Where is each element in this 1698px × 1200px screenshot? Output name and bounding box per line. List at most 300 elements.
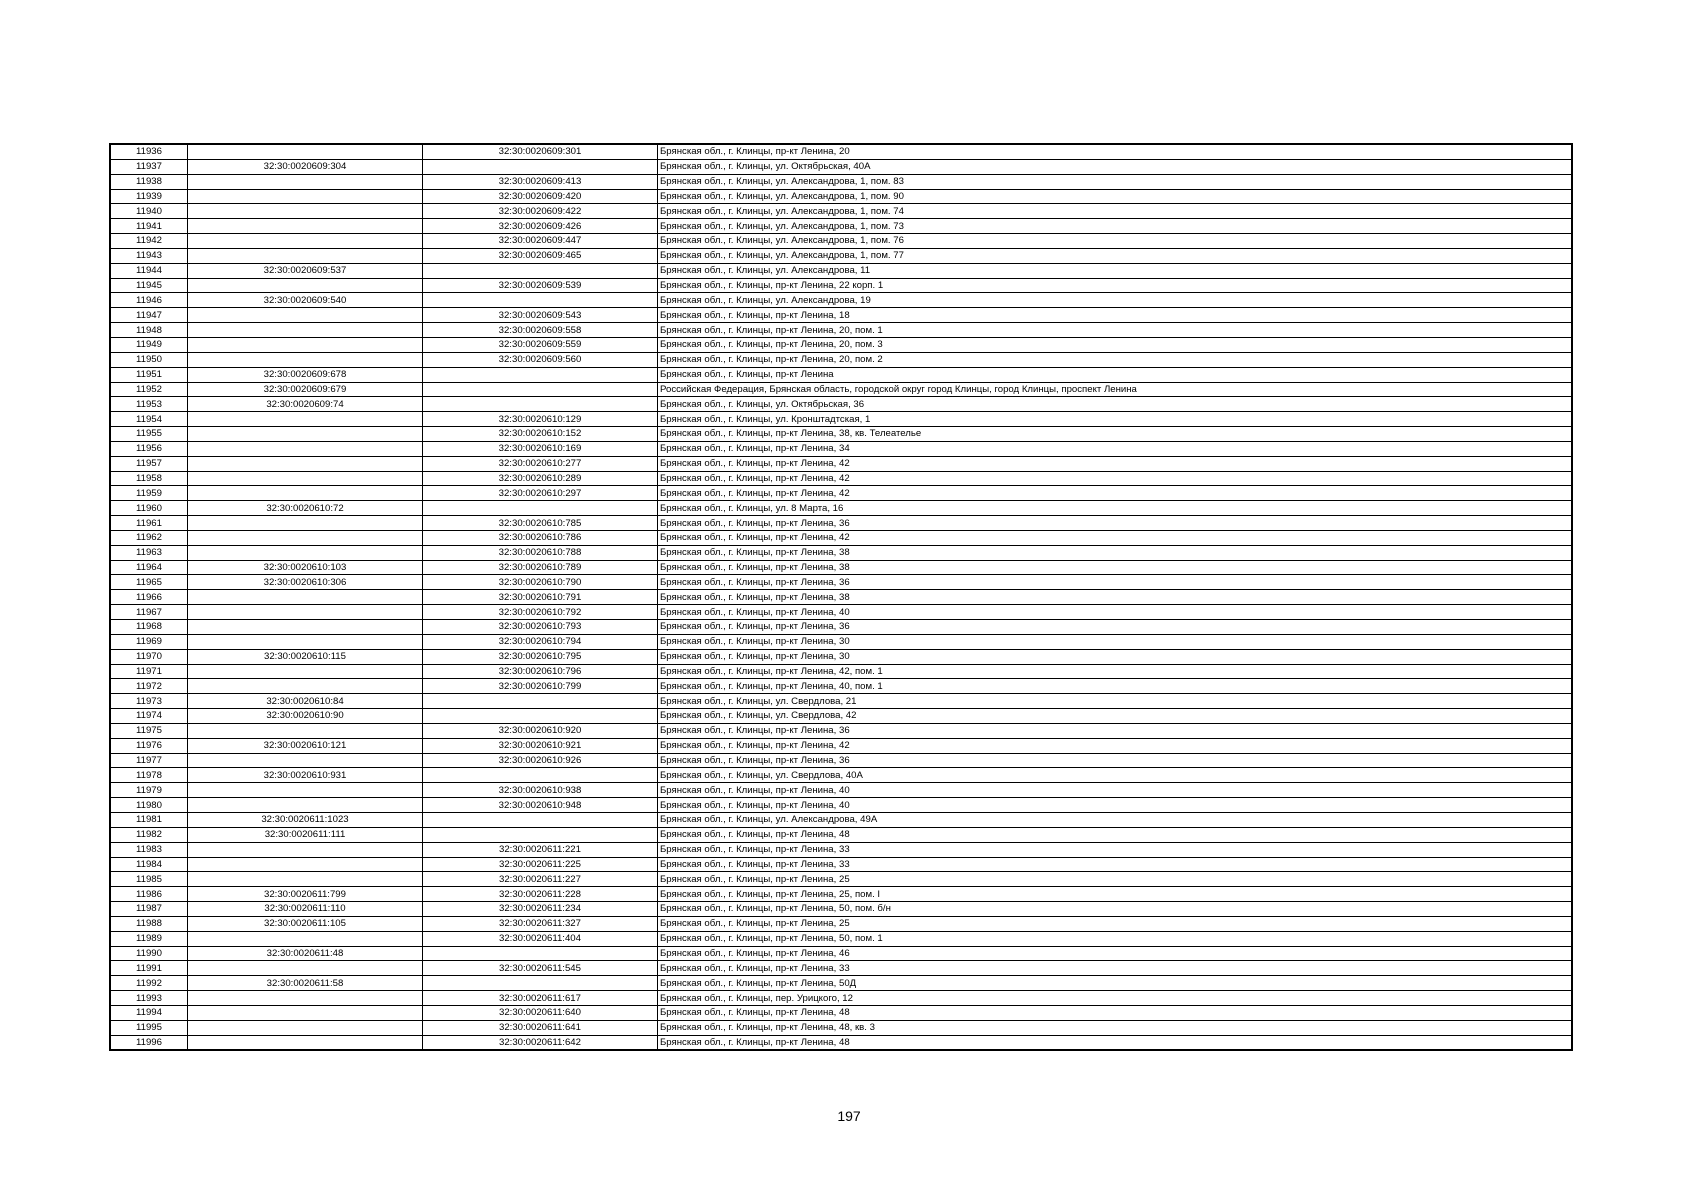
cadastral-number-alt-cell: 32:30:0020611:640: [423, 1005, 658, 1020]
table-row: [110, 768, 1572, 783]
cadastral-number-alt-cell: 32:30:0020610:948: [423, 798, 658, 813]
table-row: [110, 842, 1572, 857]
table-row: [110, 991, 1572, 1006]
address-cell: Брянская обл., г. Клинцы, ул. Александрова, 49А: [658, 812, 1573, 827]
table-row: [110, 174, 1572, 189]
address-cell: Брянская обл., г. Клинцы, пр-кт Ленина, 38: [658, 590, 1573, 605]
address-cell: Брянская обл., г. Клинцы, пр-кт Ленина, 40: [658, 798, 1573, 813]
row-number-cell: 11948: [110, 323, 188, 338]
table-row: [110, 753, 1572, 768]
cadastral-number-alt-cell: 32:30:0020610:793: [423, 620, 658, 635]
address-cell: Брянская обл., г. Клинцы, пр-кт Ленина, 48: [658, 1035, 1573, 1050]
cadastral-number-cell: [188, 486, 423, 501]
address-cell: Брянская обл., г. Клинцы, пр-кт Ленина, 36: [658, 620, 1573, 635]
row-number-cell: 11936: [110, 144, 188, 159]
address-cell: Брянская обл., г. Клинцы, пр-кт Ленина, 42: [658, 486, 1573, 501]
cadastral-number-cell: [188, 605, 423, 620]
cadastral-number-cell: [188, 456, 423, 471]
cadastral-number-cell: 32:30:0020610:103: [188, 560, 423, 575]
cadastral-number-cell: [188, 1020, 423, 1035]
cadastral-number-cell: 32:30:0020610:121: [188, 738, 423, 753]
table-row: [110, 352, 1572, 367]
address-cell: Брянская обл., г. Клинцы, пр-кт Ленина, 50, пом. 1: [658, 931, 1573, 946]
cadastral-number-alt-cell: 32:30:0020609:447: [423, 234, 658, 249]
table-row: [110, 798, 1572, 813]
cadastral-number-alt-cell: 32:30:0020610:791: [423, 590, 658, 605]
row-number-cell: 11981: [110, 812, 188, 827]
cadastral-number-alt-cell: 32:30:0020611:228: [423, 887, 658, 902]
address-cell: Брянская обл., г. Клинцы, ул. Александрова, 1, пом. 90: [658, 189, 1573, 204]
row-number-cell: 11987: [110, 902, 188, 917]
cadastral-number-cell: [188, 219, 423, 234]
table-row: [110, 590, 1572, 605]
address-cell: Брянская обл., г. Клинцы, пр-кт Ленина, 20, пом. 1: [658, 323, 1573, 338]
page-number: 197: [837, 1108, 861, 1124]
cadastral-number-alt-cell: 32:30:0020611:545: [423, 961, 658, 976]
table-row: [110, 382, 1572, 397]
cadastral-number-alt-cell: 32:30:0020609:422: [423, 204, 658, 219]
cadastral-number-cell: [188, 991, 423, 1006]
row-number-cell: 11989: [110, 931, 188, 946]
table-row: [110, 308, 1572, 323]
cadastral-number-alt-cell: 32:30:0020610:920: [423, 723, 658, 738]
address-cell: Брянская обл., г. Клинцы, пр-кт Ленина, 40: [658, 783, 1573, 798]
row-number-cell: 11978: [110, 768, 188, 783]
address-cell: Брянская обл., г. Клинцы, ул. Александрова, 19: [658, 293, 1573, 308]
cadastral-number-cell: [188, 1035, 423, 1050]
row-number-cell: 11985: [110, 872, 188, 887]
table-row: [110, 441, 1572, 456]
cadastral-number-cell: [188, 516, 423, 531]
address-cell: Брянская обл., г. Клинцы, пр-кт Ленина, 18: [658, 308, 1573, 323]
cadastral-number-cell: [188, 634, 423, 649]
table-row: [110, 471, 1572, 486]
row-number-cell: 11977: [110, 753, 188, 768]
row-number-cell: 11958: [110, 471, 188, 486]
table-row: [110, 337, 1572, 352]
row-number-cell: 11960: [110, 501, 188, 516]
cadastral-number-cell: 32:30:0020611:105: [188, 916, 423, 931]
table-row: [110, 605, 1572, 620]
cadastral-number-alt-cell: 32:30:0020609:420: [423, 189, 658, 204]
address-cell: Брянская обл., г. Клинцы, ул. Свердлова, 42: [658, 709, 1573, 724]
table-row: [110, 427, 1572, 442]
cadastral-number-alt-cell: 32:30:0020610:938: [423, 783, 658, 798]
row-number-cell: 11959: [110, 486, 188, 501]
address-cell: Брянская обл., г. Клинцы, пр-кт Ленина, 42: [658, 456, 1573, 471]
table-row: [110, 248, 1572, 263]
table-row: [110, 1005, 1572, 1020]
address-cell: Брянская обл., г. Клинцы, пр-кт Ленина, 48: [658, 1005, 1573, 1020]
address-cell: Брянская обл., г. Клинцы, пр-кт Ленина, 40: [658, 605, 1573, 620]
row-number-cell: 11971: [110, 664, 188, 679]
address-cell: Брянская обл., г. Клинцы, ул. Александрова, 11: [658, 263, 1573, 278]
row-number-cell: 11966: [110, 590, 188, 605]
table-row: [110, 234, 1572, 249]
cadastral-number-cell: [188, 842, 423, 857]
row-number-cell: 11979: [110, 783, 188, 798]
cadastral-number-alt-cell: 32:30:0020609:413: [423, 174, 658, 189]
address-cell: Брянская обл., г. Клинцы, пр-кт Ленина, 46: [658, 946, 1573, 961]
cadastral-number-cell: [188, 723, 423, 738]
address-cell: Брянская обл., г. Клинцы, пр-кт Ленина, 30: [658, 649, 1573, 664]
address-cell: Брянская обл., г. Клинцы, пр-кт Ленина, 20, пом. 2: [658, 352, 1573, 367]
cadastral-number-cell: [188, 798, 423, 813]
table-row: [110, 738, 1572, 753]
row-number-cell: 11954: [110, 412, 188, 427]
cadastral-number-cell: [188, 248, 423, 263]
row-number-cell: 11973: [110, 694, 188, 709]
row-number-cell: 11996: [110, 1035, 188, 1050]
table-row: [110, 159, 1572, 174]
table-row: [110, 263, 1572, 278]
cadastral-number-cell: [188, 308, 423, 323]
table-row: [110, 812, 1572, 827]
cadastral-number-alt-cell: [423, 263, 658, 278]
row-number-cell: 11986: [110, 887, 188, 902]
cadastral-number-alt-cell: 32:30:0020611:404: [423, 931, 658, 946]
cadastral-number-alt-cell: 32:30:0020610:792: [423, 605, 658, 620]
cadastral-number-cell: [188, 441, 423, 456]
cadastral-number-alt-cell: 32:30:0020611:225: [423, 857, 658, 872]
cadastral-number-alt-cell: 32:30:0020610:289: [423, 471, 658, 486]
address-cell: Брянская обл., г. Клинцы, ул. Александрова, 1, пом. 74: [658, 204, 1573, 219]
cadastral-number-cell: [188, 545, 423, 560]
cadastral-number-alt-cell: 32:30:0020610:297: [423, 486, 658, 501]
row-number-cell: 11993: [110, 991, 188, 1006]
row-number-cell: 11956: [110, 441, 188, 456]
table-row: [110, 827, 1572, 842]
cadastral-number-cell: [188, 783, 423, 798]
table-row: [110, 1035, 1572, 1050]
cadastral-number-alt-cell: 32:30:0020611:641: [423, 1020, 658, 1035]
cadastral-number-cell: 32:30:0020609:537: [188, 263, 423, 278]
row-number-cell: 11953: [110, 397, 188, 412]
table-row: [110, 293, 1572, 308]
row-number-cell: 11975: [110, 723, 188, 738]
table-row: [110, 323, 1572, 338]
cadastral-number-cell: [188, 530, 423, 545]
cadastral-number-alt-cell: 32:30:0020609:560: [423, 352, 658, 367]
cadastral-number-alt-cell: 32:30:0020611:227: [423, 872, 658, 887]
row-number-cell: 11995: [110, 1020, 188, 1035]
cadastral-number-cell: [188, 471, 423, 486]
row-number-cell: 11980: [110, 798, 188, 813]
address-cell: Брянская обл., г. Клинцы, пр-кт Ленина, 50Д: [658, 976, 1573, 991]
row-number-cell: 11974: [110, 709, 188, 724]
table-row: [110, 575, 1572, 590]
address-cell: Брянская обл., г. Клинцы, пр-кт Ленина, 36: [658, 516, 1573, 531]
cadastral-number-cell: 32:30:0020609:679: [188, 382, 423, 397]
cadastral-number-alt-cell: [423, 159, 658, 174]
table-row: [110, 694, 1572, 709]
address-cell: Брянская обл., г. Клинцы, пр-кт Ленина, 33: [658, 961, 1573, 976]
address-cell: Брянская обл., г. Клинцы, ул. Октябрьская, 36: [658, 397, 1573, 412]
registry-table: [109, 143, 1573, 1051]
address-cell: Брянская обл., г. Клинцы, пр-кт Ленина, 42: [658, 530, 1573, 545]
address-cell: Брянская обл., г. Клинцы, пр-кт Ленина, 38: [658, 560, 1573, 575]
table-row: [110, 397, 1572, 412]
row-number-cell: 11967: [110, 605, 188, 620]
row-number-cell: 11941: [110, 219, 188, 234]
cadastral-number-cell: 32:30:0020609:540: [188, 293, 423, 308]
table-row: [110, 931, 1572, 946]
address-cell: Брянская обл., г. Клинцы, ул. Александрова, 1, пом. 76: [658, 234, 1573, 249]
row-number-cell: 11982: [110, 827, 188, 842]
table-row: [110, 367, 1572, 382]
cadastral-number-alt-cell: 32:30:0020609:426: [423, 219, 658, 234]
cadastral-number-cell: [188, 323, 423, 338]
cadastral-number-alt-cell: [423, 382, 658, 397]
cadastral-number-cell: [188, 189, 423, 204]
table-row: [110, 709, 1572, 724]
row-number-cell: 11940: [110, 204, 188, 219]
address-cell: Брянская обл., г. Клинцы, пр-кт Ленина, 30: [658, 634, 1573, 649]
table-row: [110, 857, 1572, 872]
address-cell: Брянская обл., г. Клинцы, пр-кт Ленина, 36: [658, 753, 1573, 768]
cadastral-number-cell: [188, 620, 423, 635]
table-row: [110, 976, 1572, 991]
cadastral-number-alt-cell: 32:30:0020610:152: [423, 427, 658, 442]
cadastral-number-cell: [188, 412, 423, 427]
row-number-cell: 11969: [110, 634, 188, 649]
table-row: [110, 664, 1572, 679]
row-number-cell: 11943: [110, 248, 188, 263]
address-cell: Брянская обл., г. Клинцы, пр-кт Ленина, 48: [658, 827, 1573, 842]
cadastral-number-alt-cell: 32:30:0020610:926: [423, 753, 658, 768]
cadastral-number-alt-cell: 32:30:0020609:558: [423, 323, 658, 338]
cadastral-number-cell: 32:30:0020610:72: [188, 501, 423, 516]
cadastral-number-cell: 32:30:0020610:115: [188, 649, 423, 664]
cadastral-number-alt-cell: [423, 293, 658, 308]
table-row: [110, 560, 1572, 575]
cadastral-number-alt-cell: 32:30:0020610:786: [423, 530, 658, 545]
cadastral-number-cell: 32:30:0020610:84: [188, 694, 423, 709]
address-cell: Брянская обл., г. Клинцы, ул. Александрова, 1, пом. 83: [658, 174, 1573, 189]
table-row: [110, 204, 1572, 219]
row-number-cell: 11955: [110, 427, 188, 442]
address-cell: Брянская обл., г. Клинцы, пр-кт Ленина, 38, кв. Телеателье: [658, 427, 1573, 442]
address-cell: Брянская обл., г. Клинцы, пр-кт Ленина, 36: [658, 723, 1573, 738]
cadastral-number-alt-cell: 32:30:0020609:539: [423, 278, 658, 293]
table-row: [110, 946, 1572, 961]
row-number-cell: 11992: [110, 976, 188, 991]
address-cell: Брянская обл., г. Клинцы, пр-кт Ленина, 40, пом. 1: [658, 679, 1573, 694]
address-cell: Брянская обл., г. Клинцы, ул. Свердлова, 21: [658, 694, 1573, 709]
cadastral-number-alt-cell: 32:30:0020610:129: [423, 412, 658, 427]
cadastral-number-alt-cell: 32:30:0020610:796: [423, 664, 658, 679]
cadastral-number-cell: 32:30:0020610:90: [188, 709, 423, 724]
table-row: [110, 456, 1572, 471]
row-number-cell: 11972: [110, 679, 188, 694]
row-number-cell: 11957: [110, 456, 188, 471]
table-row: [110, 189, 1572, 204]
cadastral-number-cell: [188, 961, 423, 976]
address-cell: Брянская обл., г. Клинцы, пр-кт Ленина, 36: [658, 575, 1573, 590]
cadastral-number-cell: [188, 278, 423, 293]
cadastral-number-alt-cell: 32:30:0020610:277: [423, 456, 658, 471]
row-number-cell: 11984: [110, 857, 188, 872]
address-cell: Брянская обл., г. Клинцы, пер. Урицкого, 12: [658, 991, 1573, 1006]
address-cell: Брянская обл., г. Клинцы, ул. Александрова, 1, пом. 77: [658, 248, 1573, 263]
table-row: [110, 1020, 1572, 1035]
cadastral-number-alt-cell: 32:30:0020610:794: [423, 634, 658, 649]
row-number-cell: 11968: [110, 620, 188, 635]
cadastral-number-cell: [188, 204, 423, 219]
cadastral-number-cell: 32:30:0020610:306: [188, 575, 423, 590]
cadastral-number-alt-cell: [423, 827, 658, 842]
cadastral-number-cell: [188, 679, 423, 694]
table-row: [110, 679, 1572, 694]
cadastral-number-alt-cell: [423, 501, 658, 516]
address-cell: Брянская обл., г. Клинцы, пр-кт Ленина, 38: [658, 545, 1573, 560]
row-number-cell: 11962: [110, 530, 188, 545]
address-cell: Брянская обл., г. Клинцы, пр-кт Ленина, 33: [658, 857, 1573, 872]
cadastral-number-alt-cell: 32:30:0020610:795: [423, 649, 658, 664]
cadastral-number-alt-cell: 32:30:0020609:301: [423, 144, 658, 159]
cadastral-number-cell: 32:30:0020609:304: [188, 159, 423, 174]
cadastral-number-alt-cell: 32:30:0020611:327: [423, 916, 658, 931]
address-cell: Брянская обл., г. Клинцы, ул. Свердлова, 40А: [658, 768, 1573, 783]
cadastral-number-cell: [188, 174, 423, 189]
row-number-cell: 11965: [110, 575, 188, 590]
cadastral-number-cell: [188, 352, 423, 367]
cadastral-number-cell: 32:30:0020611:110: [188, 902, 423, 917]
cadastral-number-cell: 32:30:0020611:48: [188, 946, 423, 961]
address-cell: Брянская обл., г. Клинцы, пр-кт Ленина, 33: [658, 842, 1573, 857]
cadastral-number-alt-cell: 32:30:0020610:790: [423, 575, 658, 590]
address-cell: Брянская обл., г. Клинцы, пр-кт Ленина, 20, пом. 3: [658, 337, 1573, 352]
table-row: [110, 412, 1572, 427]
row-number-cell: 11938: [110, 174, 188, 189]
table-row: [110, 649, 1572, 664]
cadastral-number-alt-cell: 32:30:0020611:234: [423, 902, 658, 917]
address-cell: Брянская обл., г. Клинцы, ул. Кронштадтская, 1: [658, 412, 1573, 427]
cadastral-number-alt-cell: 32:30:0020610:788: [423, 545, 658, 560]
row-number-cell: 11937: [110, 159, 188, 174]
cadastral-number-alt-cell: 32:30:0020609:559: [423, 337, 658, 352]
cadastral-number-cell: [188, 931, 423, 946]
address-cell: Российская Федерация, Брянская область, городской округ город Клинцы, город Клинцы, проспект Ленина: [658, 382, 1573, 397]
cadastral-number-alt-cell: [423, 367, 658, 382]
cadastral-number-alt-cell: [423, 946, 658, 961]
cadastral-number-cell: 32:30:0020611:799: [188, 887, 423, 902]
table-row: [110, 530, 1572, 545]
address-cell: Брянская обл., г. Клинцы, пр-кт Ленина, 25: [658, 916, 1573, 931]
address-cell: Брянская обл., г. Клинцы, пр-кт Ленина, 48, кв. 3: [658, 1020, 1573, 1035]
row-number-cell: 11991: [110, 961, 188, 976]
cadastral-number-cell: 32:30:0020609:678: [188, 367, 423, 382]
table-row: [110, 486, 1572, 501]
table-row: [110, 545, 1572, 560]
table-row: [110, 783, 1572, 798]
table-row: [110, 916, 1572, 931]
cadastral-number-cell: [188, 427, 423, 442]
cadastral-number-cell: [188, 1005, 423, 1020]
address-cell: Брянская обл., г. Клинцы, пр-кт Ленина, 42: [658, 471, 1573, 486]
registry-table-container: [109, 143, 1573, 1051]
address-cell: Брянская обл., г. Клинцы, пр-кт Ленина, 50, пом. б/н: [658, 902, 1573, 917]
row-number-cell: 11947: [110, 308, 188, 323]
cadastral-number-alt-cell: 32:30:0020611:642: [423, 1035, 658, 1050]
row-number-cell: 11970: [110, 649, 188, 664]
table-row: [110, 723, 1572, 738]
row-number-cell: 11983: [110, 842, 188, 857]
table-row: [110, 501, 1572, 516]
cadastral-number-alt-cell: 32:30:0020610:169: [423, 441, 658, 456]
row-number-cell: 11951: [110, 367, 188, 382]
row-number-cell: 11963: [110, 545, 188, 560]
table-row: [110, 620, 1572, 635]
table-row: [110, 902, 1572, 917]
table-row: [110, 961, 1572, 976]
cadastral-number-cell: 32:30:0020611:58: [188, 976, 423, 991]
cadastral-number-cell: [188, 234, 423, 249]
cadastral-number-alt-cell: 32:30:0020609:465: [423, 248, 658, 263]
cadastral-number-cell: 32:30:0020611:1023: [188, 812, 423, 827]
address-cell: Брянская обл., г. Клинцы, пр-кт Ленина, 34: [658, 441, 1573, 456]
address-cell: Брянская обл., г. Клинцы, ул. 8 Марта, 16: [658, 501, 1573, 516]
cadastral-number-cell: 32:30:0020611:111: [188, 827, 423, 842]
table-row: [110, 634, 1572, 649]
cadastral-number-cell: [188, 872, 423, 887]
cadastral-number-alt-cell: [423, 709, 658, 724]
cadastral-number-alt-cell: 32:30:0020610:921: [423, 738, 658, 753]
cadastral-number-cell: [188, 337, 423, 352]
row-number-cell: 11949: [110, 337, 188, 352]
cadastral-number-alt-cell: [423, 812, 658, 827]
cadastral-number-cell: [188, 664, 423, 679]
cadastral-number-alt-cell: 32:30:0020609:543: [423, 308, 658, 323]
row-number-cell: 11942: [110, 234, 188, 249]
table-row: [110, 516, 1572, 531]
address-cell: Брянская обл., г. Клинцы, пр-кт Ленина, 25: [658, 872, 1573, 887]
cadastral-number-cell: 32:30:0020610:931: [188, 768, 423, 783]
address-cell: Брянская обл., г. Клинцы, пр-кт Ленина: [658, 367, 1573, 382]
table-row: [110, 219, 1572, 234]
cadastral-number-alt-cell: 32:30:0020611:617: [423, 991, 658, 1006]
row-number-cell: 11964: [110, 560, 188, 575]
table-row: [110, 278, 1572, 293]
address-cell: Брянская обл., г. Клинцы, пр-кт Ленина, 25, пом. I: [658, 887, 1573, 902]
row-number-cell: 11939: [110, 189, 188, 204]
cadastral-number-alt-cell: [423, 397, 658, 412]
cadastral-number-alt-cell: [423, 768, 658, 783]
row-number-cell: 11988: [110, 916, 188, 931]
address-cell: Брянская обл., г. Клинцы, ул. Октябрьская, 40А: [658, 159, 1573, 174]
row-number-cell: 11976: [110, 738, 188, 753]
cadastral-number-alt-cell: 32:30:0020610:799: [423, 679, 658, 694]
cadastral-number-alt-cell: [423, 694, 658, 709]
table-row: [110, 144, 1572, 159]
registry-table-body: [110, 144, 1572, 1050]
row-number-cell: 11952: [110, 382, 188, 397]
cadastral-number-cell: 32:30:0020609:74: [188, 397, 423, 412]
row-number-cell: 11944: [110, 263, 188, 278]
cadastral-number-alt-cell: 32:30:0020610:785: [423, 516, 658, 531]
row-number-cell: 11946: [110, 293, 188, 308]
cadastral-number-alt-cell: 32:30:0020611:221: [423, 842, 658, 857]
table-row: [110, 872, 1572, 887]
address-cell: Брянская обл., г. Клинцы, пр-кт Ленина, 20: [658, 144, 1573, 159]
address-cell: Брянская обл., г. Клинцы, пр-кт Ленина, 42, пом. 1: [658, 664, 1573, 679]
row-number-cell: 11950: [110, 352, 188, 367]
row-number-cell: 11990: [110, 946, 188, 961]
address-cell: Брянская обл., г. Клинцы, пр-кт Ленина, 22 корп. 1: [658, 278, 1573, 293]
row-number-cell: 11994: [110, 1005, 188, 1020]
address-cell: Брянская обл., г. Клинцы, ул. Александрова, 1, пом. 73: [658, 219, 1573, 234]
table-row: [110, 887, 1572, 902]
